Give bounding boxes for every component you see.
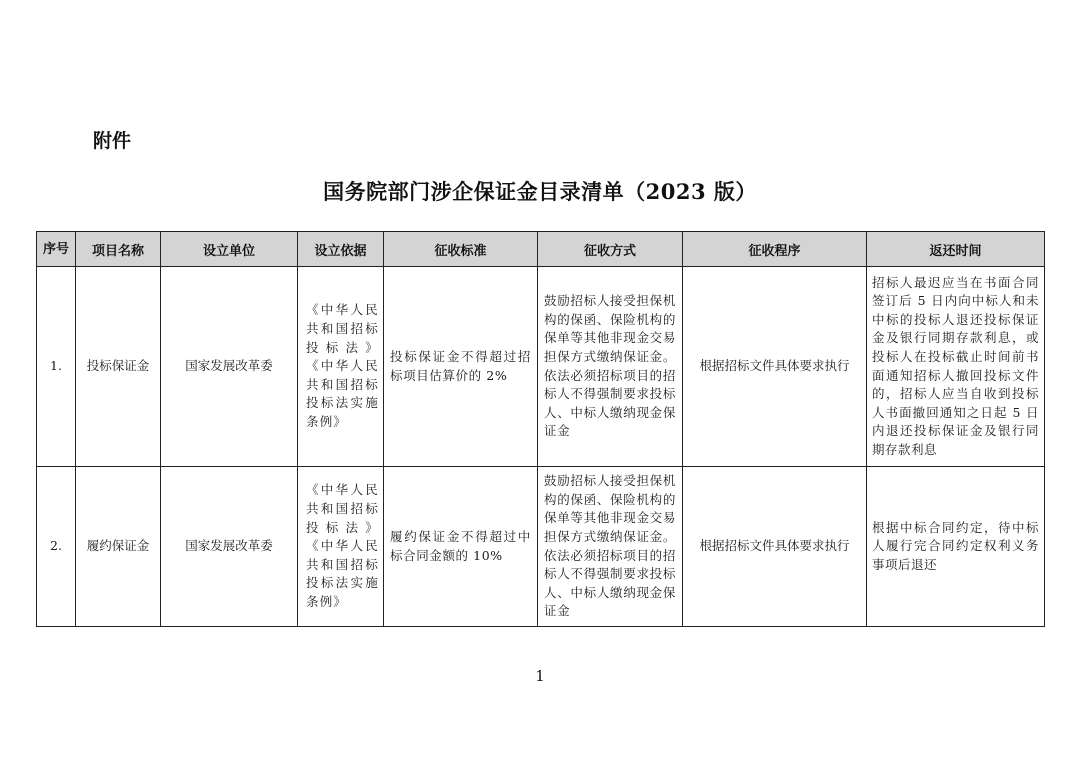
cell-item-name: 投标保证金 bbox=[76, 267, 161, 467]
table-row bbox=[37, 467, 1045, 627]
cell-method: 鼓励招标人接受担保机构的保函、保险机构的保单等其他非现金交易担保方式缴纳保证金。依法必须招标项目的招标人不得强制要求投标人、中标人缴纳现金保证金 bbox=[538, 467, 683, 627]
header-refund-time: 返还时间 bbox=[867, 232, 1045, 267]
header-seq: 序号 bbox=[37, 232, 76, 267]
cell-standard: 履约保证金不得超过中标合同金额的 10% bbox=[384, 467, 538, 627]
header-item-name: 项目名称 bbox=[76, 232, 161, 267]
cell-seq: 2. bbox=[37, 467, 76, 627]
header-unit: 设立单位 bbox=[161, 232, 298, 267]
deposit-catalog-table bbox=[36, 231, 1045, 627]
header-standard: 征收标准 bbox=[384, 232, 538, 267]
cell-method: 鼓励招标人接受担保机构的保函、保险机构的保单等其他非现金交易担保方式缴纳保证金。依法必须招标项目的招标人不得强制要求投标人、中标人缴纳现金保证金 bbox=[538, 267, 683, 467]
cell-unit: 国家发展改革委 bbox=[161, 267, 298, 467]
cell-unit: 国家发展改革委 bbox=[161, 467, 298, 627]
document-title: 国务院部门涉企保证金目录清单（2023 版） bbox=[323, 179, 757, 204]
cell-procedure: 根据招标文件具体要求执行 bbox=[683, 267, 867, 467]
cell-item-name: 履约保证金 bbox=[76, 467, 161, 627]
cell-basis: 《中华人民共和国招标投标法》《中华人民共和国招标投标法实施条例》 bbox=[298, 267, 384, 467]
attachment-label: 附件 bbox=[93, 130, 132, 152]
table-row bbox=[37, 267, 1045, 467]
header-basis: 设立依据 bbox=[298, 232, 384, 267]
cell-basis: 《中华人民共和国招标投标法》《中华人民共和国招标投标法实施条例》 bbox=[298, 467, 384, 627]
cell-refund-time: 根据中标合同约定，待中标人履行完合同约定权利义务事项后退还 bbox=[867, 467, 1045, 627]
cell-seq: 1. bbox=[37, 267, 76, 467]
header-procedure: 征收程序 bbox=[683, 232, 867, 267]
header-method: 征收方式 bbox=[538, 232, 683, 267]
cell-procedure: 根据招标文件具体要求执行 bbox=[683, 467, 867, 627]
cell-refund-time: 招标人最迟应当在书面合同签订后 5 日内向中标人和未中标的投标人退还投标保证金及银行同期存款利息，或投标人在投标截止时间前书面通知招标人撤回投标文件的，招标人应当自收到投标人书面撤回通知之日起 5 日内退还投标保证金及银行同期存款利息 bbox=[867, 267, 1045, 467]
cell-standard: 投标保证金不得超过招标项目估算价的 2% bbox=[384, 267, 538, 467]
page-number: 1 bbox=[535, 667, 545, 685]
table-header-row bbox=[37, 232, 1045, 267]
